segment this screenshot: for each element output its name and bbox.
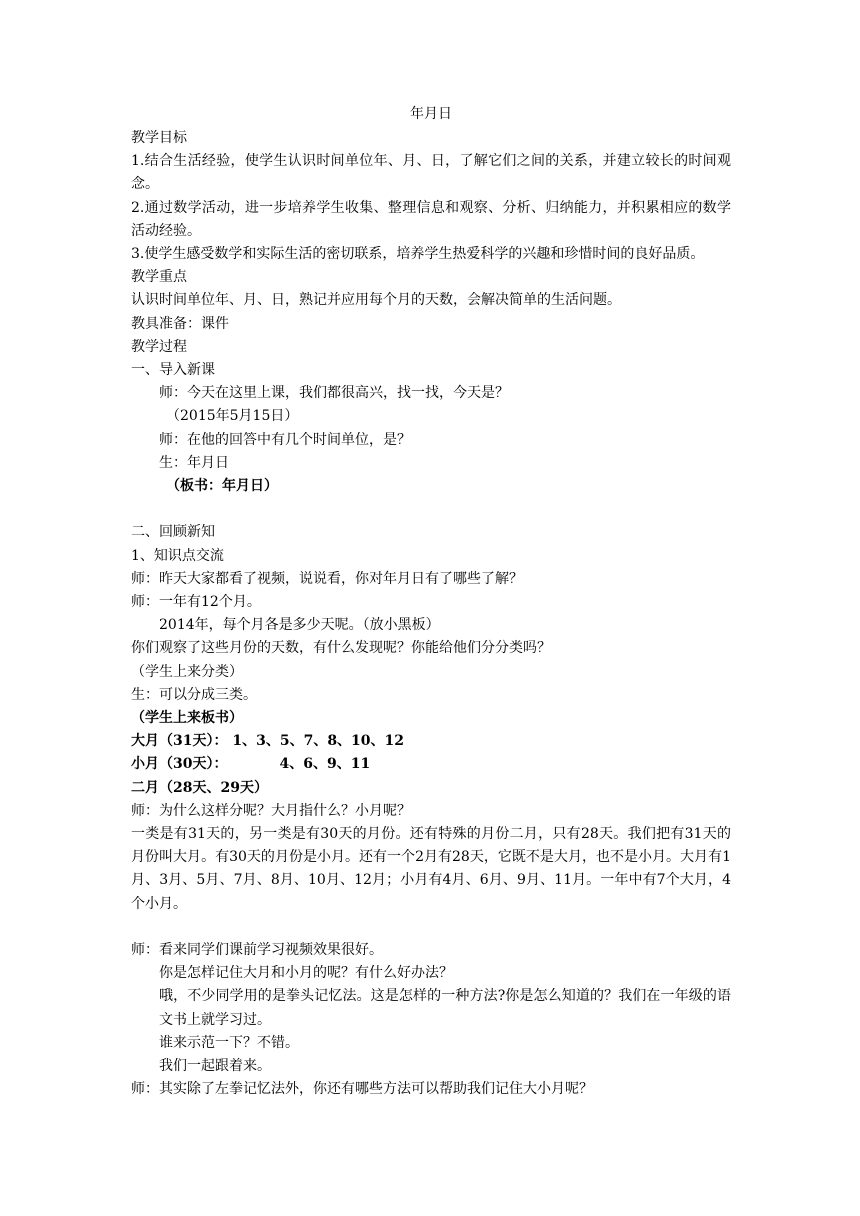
dialogue-line: 哦，不少同学用的是拳头记忆法。这是怎样的一种方法?你是怎么知道的？我们在一年级的语文书上就学习过。 [159, 988, 731, 1028]
objective-item: 1.结合生活经验，使学生认识时间单位年、月、日，了解它们之间的关系，并建立较长的时间观念。 [131, 153, 731, 193]
blank-line [131, 916, 731, 939]
blank-line [131, 498, 731, 521]
dialogue-line: （学生上来分类） [131, 663, 243, 680]
dialogue-line: 我们一起跟着来。 [159, 1058, 271, 1075]
paragraph: 一类是有31天的，另一类是有30天的月份。还有特殊的月份二月，只有28天。我们把有31天的月份叫大月。有30天的月份是小月。还有一个2月有28天，它既不是大月，也不是小月。大月有1月、3月、5月、7月、8月、10月、12月；小月有4月、6月、9月、11月。一年中有7个大月，4个小月。 [131, 826, 731, 912]
board-note: （学生上来板书） [131, 710, 243, 727]
subsection-heading: 1、知识点交流 [131, 547, 224, 564]
dialogue-line: 2014年，每个月各是多少天呢。（放小黑板） [159, 617, 440, 634]
objective-item: 2.通过数学活动，进一步培养学生收集、整理信息和观察、分析、归纳能力，并积累相应的数学活动经验。 [131, 199, 731, 239]
document-title: 年月日 [410, 106, 452, 122]
february-line: 二月（28天、29天） [131, 779, 268, 796]
paragraph: 认识时间单位年、月、日，熟记并应用每个月的天数，会解决简单的生活问题。 [131, 292, 621, 309]
dialogue-line: 师：一年有12个月。 [131, 594, 261, 611]
section-heading-review: 二、回顾新知 [131, 524, 215, 541]
dialogue-line: 生：可以分成三类。 [131, 686, 257, 703]
dialogue-line: 师：看来同学们课前学习视频效果很好。 [131, 942, 383, 959]
dialogue-line: 谁来示范一下？不错。 [159, 1034, 299, 1051]
dialogue-line: 你们观察了这些月份的天数，有什么发现呢？你能给他们分分类吗？ [131, 640, 551, 657]
section-heading-key-points: 教学重点 [131, 269, 187, 286]
dialogue-line: 师：为什么这样分呢？大月指什么？小月呢？ [131, 802, 411, 819]
dialogue-line: 师：昨天大家都看了视频，说说看，你对年月日有了哪些了解？ [131, 570, 523, 587]
dialogue-line: 师：今天在这里上课，我们都很高兴，找一找，今天是？ [159, 385, 509, 402]
small-month-line [131, 753, 731, 776]
dialogue-line: 生：年月日 [159, 454, 229, 471]
big-month-line: 大月（31天）： 1、3、5、7、8、10、12 [131, 733, 405, 750]
objective-item: 3.使学生感受数学和实际生活的密切联系，培养学生热爱科学的兴趣和珍惜时间的良好品质。 [131, 246, 705, 263]
dialogue-line: 师：其实除了左拳记忆法外，你还有哪些方法可以帮助我们记住大小月呢？ [131, 1081, 593, 1098]
section-heading-objectives: 教学目标 [131, 130, 187, 146]
paragraph: 教具准备：课件 [131, 315, 229, 332]
section-heading-process: 教学过程 [131, 338, 187, 355]
board-note: （板书：年月日） [166, 478, 278, 495]
document-body [131, 101, 731, 1102]
dialogue-line: 你是怎样记住大月和小月的呢？有什么好办法？ [159, 965, 453, 982]
small-month-values: 4、6、9、11 [279, 756, 371, 773]
dialogue-line: 师：在他的回答中有几个时间单位，是？ [159, 431, 411, 448]
section-heading-intro: 一、导入新课 [131, 362, 215, 379]
small-month-label: 小月（30天）： [131, 756, 228, 773]
dialogue-line: （2015年5月15日） [166, 408, 299, 425]
